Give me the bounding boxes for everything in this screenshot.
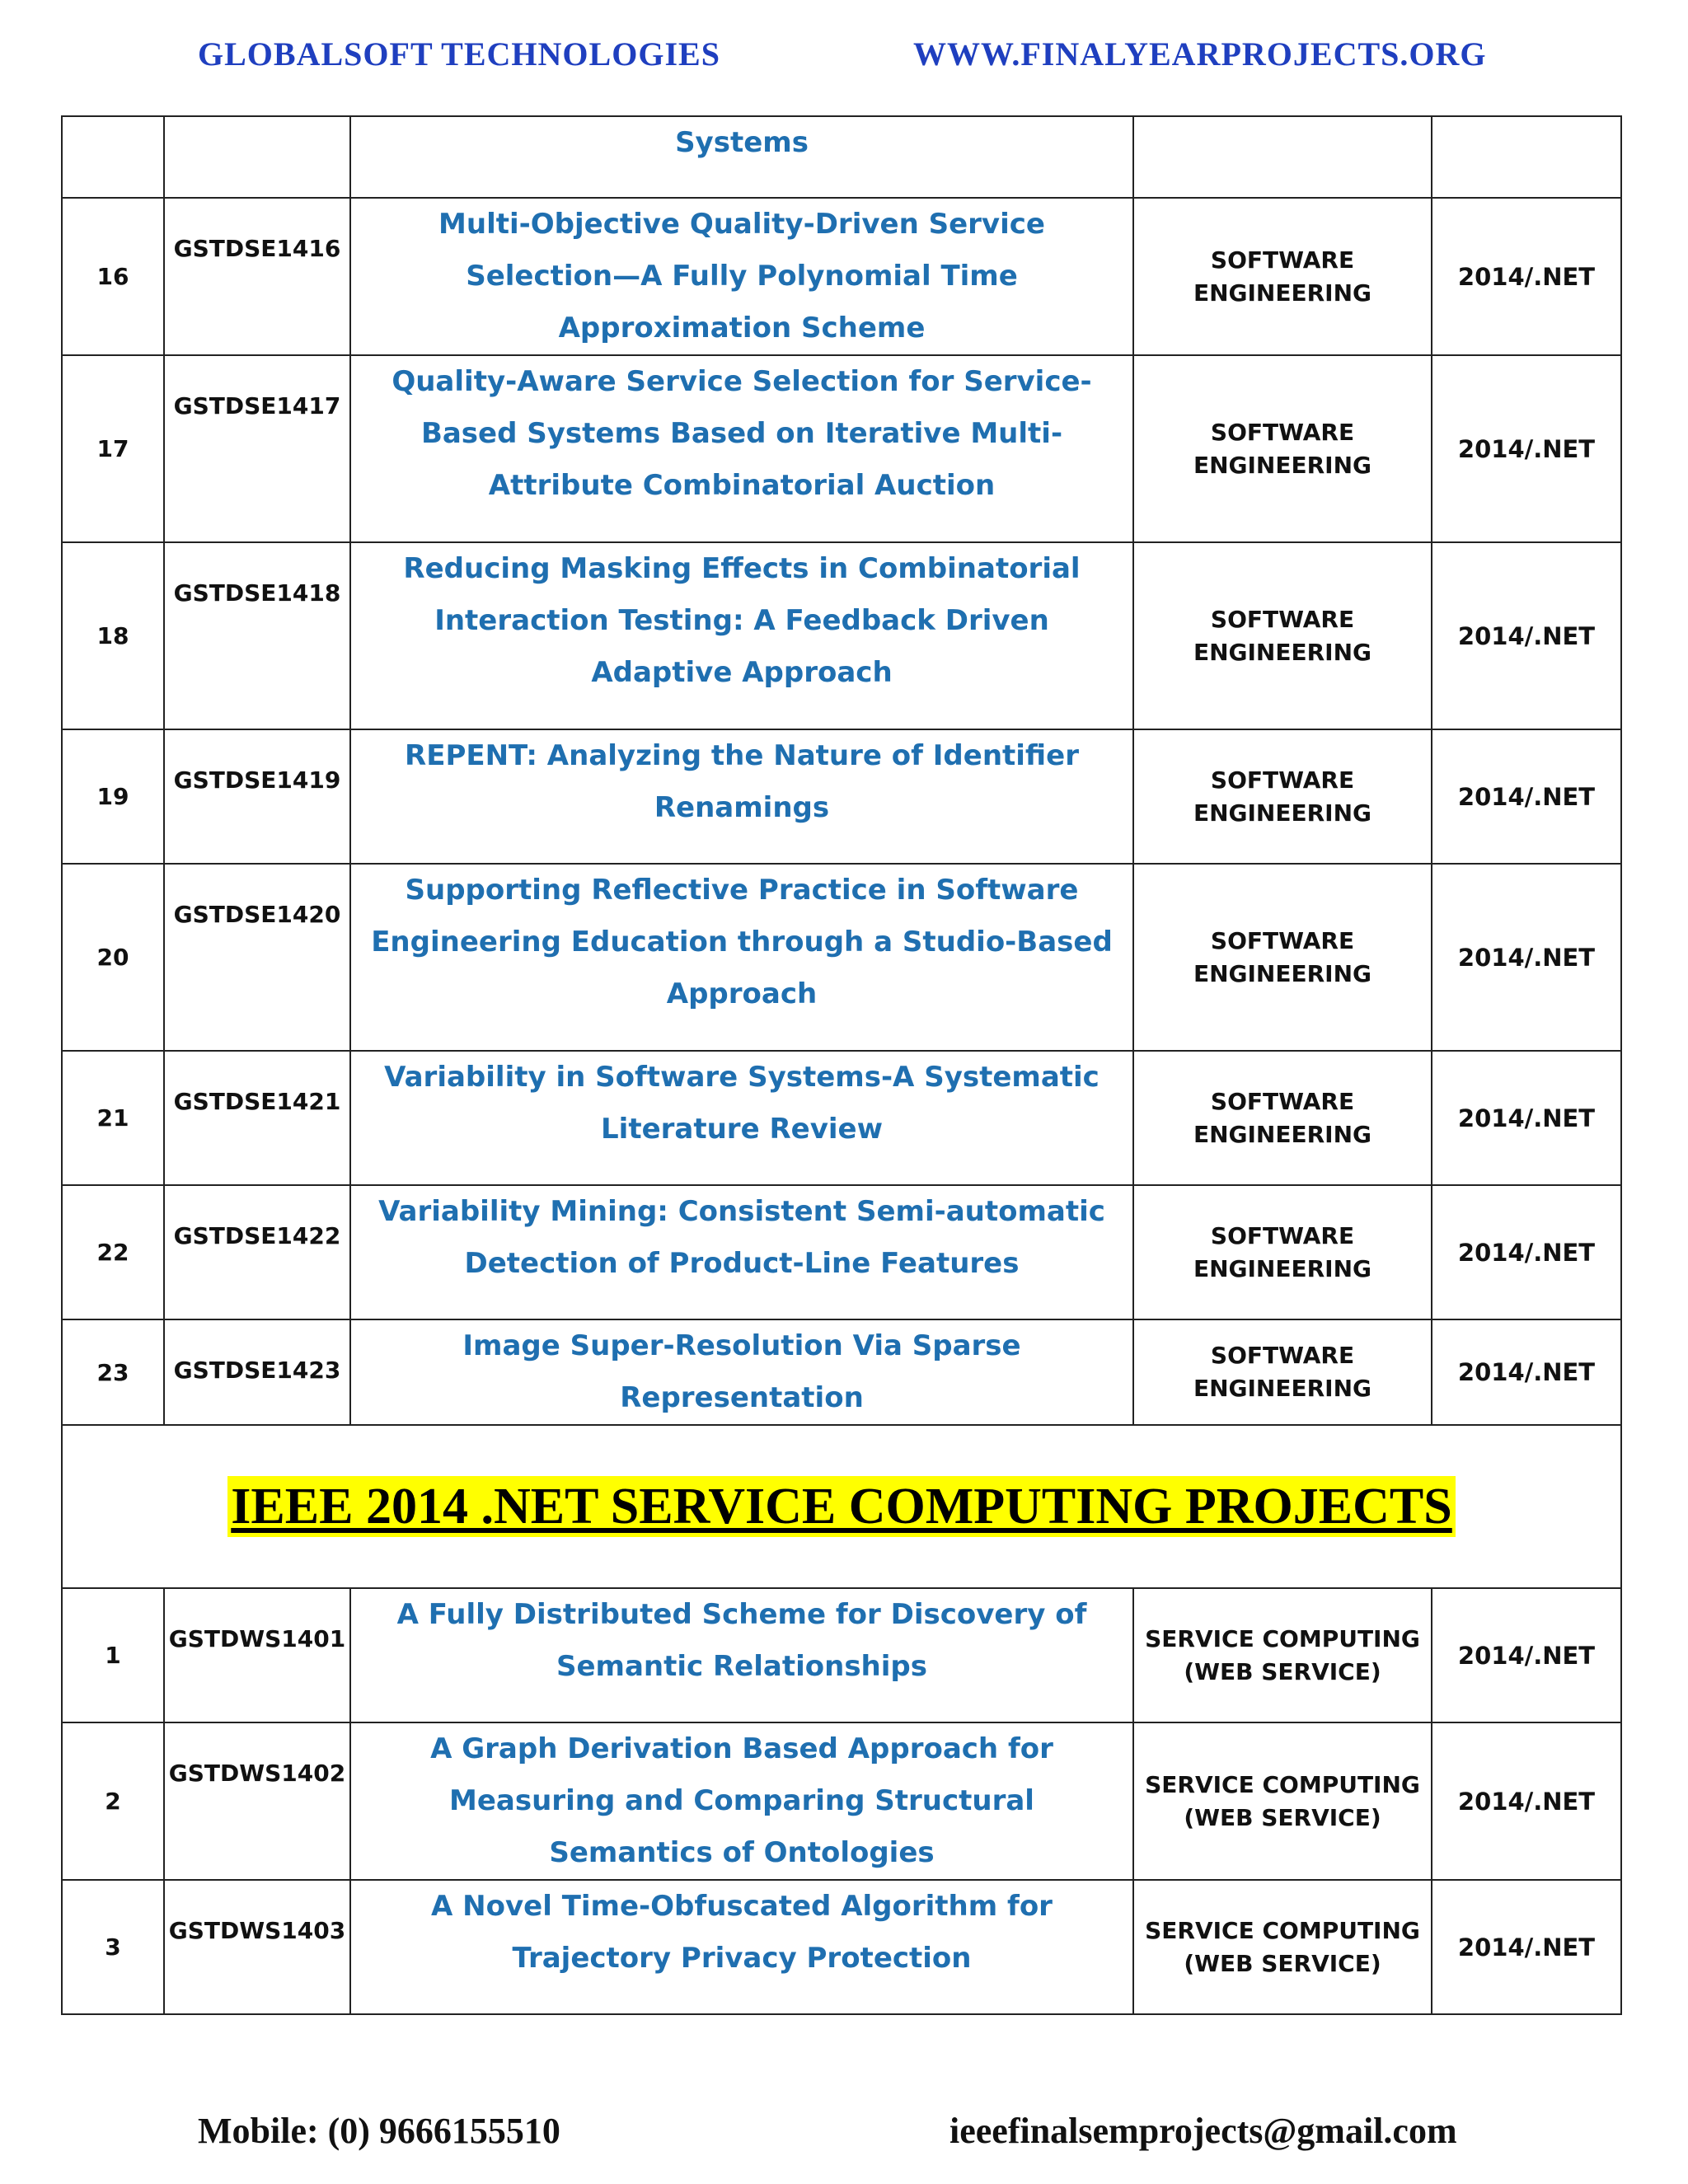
- project-domain: SOFTWARE ENGINEERING: [1193, 1221, 1372, 1282]
- project-title-cell: [350, 1588, 1133, 1722]
- project-title: Reducing Masking Effects in Combinatorial Interaction Testing: A Feedback Driven Adaptive Approach: [403, 552, 1081, 689]
- project-code: GSTDSE1420: [173, 901, 341, 928]
- project-year: 2014/.NET: [1457, 1787, 1596, 1816]
- project-year-cell: [1432, 355, 1621, 542]
- row-number: 23: [96, 1358, 129, 1386]
- row-number: 20: [96, 944, 129, 971]
- project-title: Supporting Reflective Practice in Software Engineering Education through a Studio-Based Approach: [371, 874, 1113, 1010]
- project-year: 2014/.NET: [1457, 943, 1596, 972]
- row-number: 22: [96, 1239, 129, 1266]
- project-title: Systems: [675, 126, 809, 159]
- project-domain-cell: [1133, 1185, 1432, 1319]
- project-year-cell: [1432, 542, 1621, 729]
- domain-cell: [1133, 116, 1432, 198]
- project-title: Variability in Software Systems-A Systematic Literature Review: [384, 1061, 1100, 1146]
- project-code-cell: [164, 729, 350, 864]
- project-title-cell: [350, 1185, 1133, 1319]
- row-number-cell: [62, 1880, 164, 2014]
- project-year-cell: [1432, 1880, 1621, 2014]
- row-number: 19: [96, 783, 129, 810]
- project-title: A Graph Derivation Based Approach for Measuring and Comparing Structural Semantics of Ontologies: [430, 1732, 1053, 1869]
- project-code: GSTDSE1416: [173, 235, 341, 262]
- project-domain-cell: [1133, 864, 1432, 1051]
- table-row: [62, 864, 1621, 1051]
- project-code: GSTDWS1403: [168, 1917, 346, 1944]
- title-cell: [350, 116, 1133, 198]
- project-code: GSTDSE1421: [173, 1088, 341, 1115]
- table-row: [62, 1588, 1621, 1722]
- row-number: 16: [96, 263, 129, 290]
- project-title: Quality-Aware Service Selection for Service-Based Systems Based on Iterative Multi- Attribute Combinatorial Auction: [392, 365, 1092, 502]
- section-row: [62, 1425, 1621, 1588]
- project-domain: SOFTWARE ENGINEERING: [1193, 1342, 1372, 1402]
- project-title-cell: [350, 729, 1133, 864]
- website-url[interactable]: WWW.FINALYEARPROJECTS.ORG: [913, 35, 1487, 73]
- projects-table: [61, 115, 1622, 2015]
- project-code: GSTDSE1418: [173, 579, 341, 607]
- section-cell: [62, 1425, 1621, 1588]
- project-year-cell: [1432, 729, 1621, 864]
- table-row: [62, 116, 1621, 198]
- project-year-cell: [1432, 1051, 1621, 1185]
- project-domain: SOFTWARE ENGINEERING: [1193, 1087, 1372, 1148]
- project-year: 2014/.NET: [1457, 262, 1596, 291]
- project-year-cell: [1432, 1319, 1621, 1425]
- project-domain: SERVICE COMPUTING (WEB SERVICE): [1145, 1770, 1420, 1831]
- project-title-cell: [350, 1722, 1133, 1880]
- row-number: 18: [96, 622, 129, 649]
- row-number-cell: [62, 198, 164, 355]
- footer-mobile: Mobile: (0) 9666155510: [198, 2111, 560, 2151]
- project-domain-cell: [1133, 1051, 1432, 1185]
- row-number-cell: [62, 542, 164, 729]
- project-domain: SOFTWARE ENGINEERING: [1193, 766, 1372, 827]
- project-domain: SERVICE COMPUTING (WEB SERVICE): [1145, 1624, 1420, 1685]
- project-domain: SOFTWARE ENGINEERING: [1193, 605, 1372, 666]
- row-number-cell: [62, 1722, 164, 1880]
- project-code-cell: [164, 1319, 350, 1425]
- project-code: GSTDWS1402: [168, 1760, 346, 1787]
- project-title-cell: [350, 864, 1133, 1051]
- project-year-cell: [1432, 1588, 1621, 1722]
- project-year: 2014/.NET: [1457, 782, 1596, 811]
- project-code: GSTDSE1419: [173, 766, 341, 794]
- project-code-cell: [164, 1185, 350, 1319]
- project-title-cell: [350, 355, 1133, 542]
- project-domain-cell: [1133, 729, 1432, 864]
- project-year-cell: [1432, 1185, 1621, 1319]
- num-cell: [62, 116, 164, 198]
- project-code: GSTDSE1422: [173, 1222, 341, 1249]
- project-title-cell: [350, 1880, 1133, 2014]
- project-domain-cell: [1133, 1588, 1432, 1722]
- project-year: 2014/.NET: [1457, 621, 1596, 650]
- project-title: Variability Mining: Consistent Semi-automatic Detection of Product-Line Features: [378, 1195, 1105, 1280]
- project-title: Image Super-Resolution Via Sparse Representation: [462, 1329, 1021, 1414]
- table-row: [62, 1185, 1621, 1319]
- table-row: [62, 1722, 1621, 1880]
- project-code-cell: [164, 1051, 350, 1185]
- project-year-cell: [1432, 198, 1621, 355]
- project-domain: SOFTWARE ENGINEERING: [1193, 418, 1372, 479]
- project-domain-cell: [1133, 198, 1432, 355]
- project-title-cell: [350, 198, 1133, 355]
- table-row: [62, 1880, 1621, 2014]
- table-row: [62, 355, 1621, 542]
- project-domain: SOFTWARE ENGINEERING: [1193, 246, 1372, 307]
- project-domain-cell: [1133, 1319, 1432, 1425]
- project-domain-cell: [1133, 1722, 1432, 1880]
- year-cell: [1432, 116, 1621, 198]
- project-year: 2014/.NET: [1457, 1933, 1596, 1961]
- project-year: 2014/.NET: [1457, 1358, 1596, 1386]
- project-code-cell: [164, 1588, 350, 1722]
- row-number-cell: [62, 729, 164, 864]
- row-number: 1: [105, 1642, 121, 1669]
- row-number: 2: [105, 1788, 121, 1815]
- project-year: 2014/.NET: [1457, 1238, 1596, 1267]
- table-row: [62, 729, 1621, 864]
- table-row: [62, 542, 1621, 729]
- project-code-cell: [164, 355, 350, 542]
- project-title: A Fully Distributed Scheme for Discovery of Semantic Relationships: [396, 1598, 1087, 1683]
- project-domain: SOFTWARE ENGINEERING: [1193, 926, 1372, 987]
- project-year-cell: [1432, 864, 1621, 1051]
- project-code-cell: [164, 1880, 350, 2014]
- row-number: 17: [96, 435, 129, 462]
- section-title: IEEE 2014 .NET SERVICE COMPUTING PROJECTS: [227, 1476, 1456, 1537]
- project-year-cell: [1432, 1722, 1621, 1880]
- project-code: GSTDWS1401: [168, 1625, 346, 1652]
- project-code-cell: [164, 864, 350, 1051]
- project-domain-cell: [1133, 1880, 1432, 2014]
- project-title: A Novel Time-Obfuscated Algorithm for Trajectory Privacy Protection: [431, 1890, 1053, 1975]
- project-code: GSTDSE1423: [173, 1357, 341, 1384]
- row-number: 21: [96, 1104, 129, 1132]
- project-domain: SERVICE COMPUTING (WEB SERVICE): [1145, 1916, 1420, 1977]
- row-number-cell: [62, 1185, 164, 1319]
- project-title-cell: [350, 542, 1133, 729]
- row-number-cell: [62, 864, 164, 1051]
- code-cell: [164, 116, 350, 198]
- footer-email[interactable]: ieeefinalsemprojects@gmail.com: [950, 2111, 1457, 2151]
- row-number-cell: [62, 1588, 164, 1722]
- project-year: 2014/.NET: [1457, 1104, 1596, 1132]
- project-code-cell: [164, 198, 350, 355]
- table-row: [62, 198, 1621, 355]
- project-domain-cell: [1133, 355, 1432, 542]
- project-title: Multi-Objective Quality-Driven Service Selection—A Fully Polynomial Time Approximation Scheme: [438, 208, 1045, 344]
- project-domain-cell: [1133, 542, 1432, 729]
- project-code-cell: [164, 1722, 350, 1880]
- row-number: 3: [105, 1933, 121, 1961]
- project-code-cell: [164, 542, 350, 729]
- project-title-cell: [350, 1319, 1133, 1425]
- row-number-cell: [62, 355, 164, 542]
- project-code: GSTDSE1417: [173, 392, 341, 419]
- project-title: REPENT: Analyzing the Nature of Identifier Renamings: [405, 739, 1079, 824]
- table-row: [62, 1051, 1621, 1185]
- table-row: [62, 1319, 1621, 1425]
- project-year: 2014/.NET: [1457, 1641, 1596, 1670]
- company-name: GLOBALSOFT TECHNOLOGIES: [198, 35, 720, 73]
- row-number-cell: [62, 1051, 164, 1185]
- row-number-cell: [62, 1319, 164, 1425]
- project-year: 2014/.NET: [1457, 434, 1596, 463]
- project-title-cell: [350, 1051, 1133, 1185]
